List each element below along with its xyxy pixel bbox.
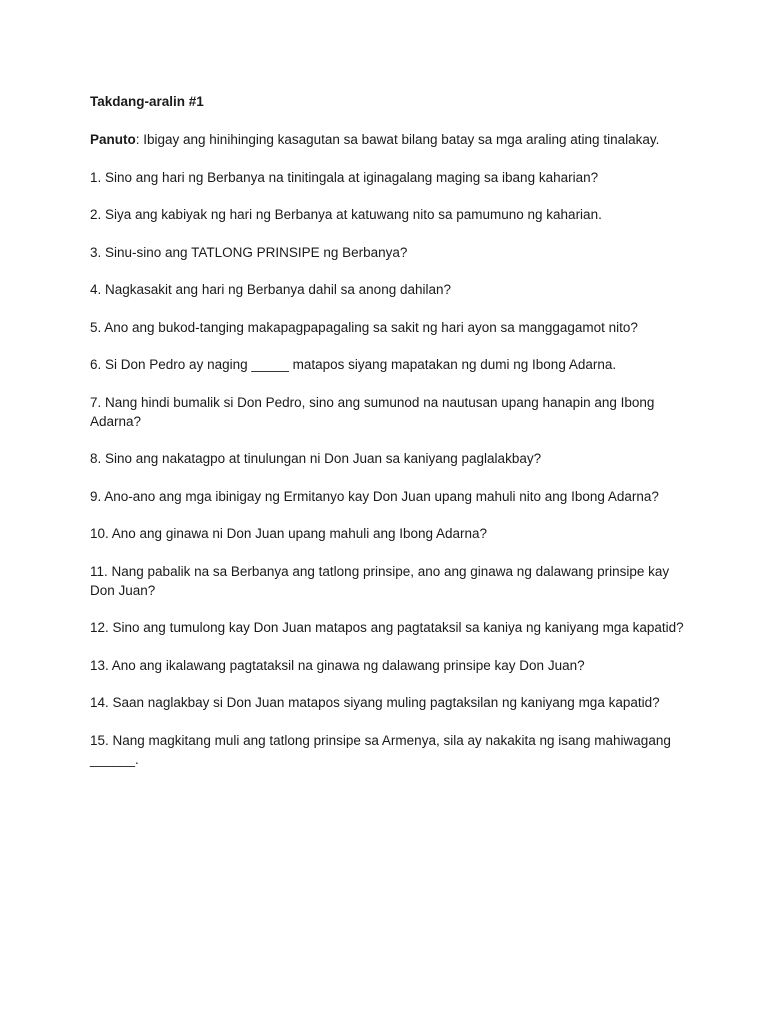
question-item: 2. Siya ang kabiyak ng hari ng Berbanya at katuwang nito sa pamumuno ng kaharian. <box>90 207 602 222</box>
question-item: 6. Si Don Pedro ay naging _____ matapos siyang mapatakan ng dumi ng Ibong Adarna. <box>90 357 617 372</box>
instructions <box>90 130 690 149</box>
question-item: 10. Ano ang ginawa ni Don Juan upang mahuli ang Ibong Adarna? <box>90 526 488 541</box>
document-title: Takdang-aralin #1 <box>90 94 204 109</box>
question-item: 13. Ano ang ikalawang pagtataksil na ginawa ng dalawang prinsipe kay Don Juan? <box>90 657 585 673</box>
question-item: 7. Nang hindi bumalik si Don Pedro, sino ang sumunod na nautusan upang hanapin ang Ibong Adarna? <box>90 394 655 429</box>
question-item: 14. Saan naglakbay si Don Juan matapos siyang muling pagtaksilan ng kaniyang mga kapatid? <box>90 695 660 710</box>
question-item: 15. Nang magkitang muli ang tatlong prinsipe sa Armenya, sila ay nakakita ng isang mahiwagang ______. <box>90 732 671 767</box>
question-item: 8. Sino ang nakatagpo at tinulungan ni Don Juan sa kaniyang paglalakbay? <box>90 451 542 466</box>
question-item: 11. Nang pabalik na sa Berbanya ang tatlong prinsipe, ano ang ginawa ng dalawang prinsipe kay Don Juan? <box>90 563 670 598</box>
question-item: 4. Nagkasakit ang hari ng Berbanya dahil sa anong dahilan? <box>90 282 452 297</box>
question-list <box>90 168 690 769</box>
question-item: 3. Sinu-sino ang TATLONG PRINSIPE ng Berbanya? <box>90 244 408 260</box>
instructions-label: Panuto <box>90 132 136 147</box>
question-item: 1. Sino ang hari ng Berbanya na tinitingala at iginagalang maging sa ibang kaharian? <box>90 169 599 185</box>
document-body <box>90 93 690 787</box>
instructions-text: : Ibigay ang hinihinging kasagutan sa bawat bilang batay sa mga araling ating tinalakay. <box>135 132 660 147</box>
question-item: 5. Ano ang bukod-tanging makapagpapagaling sa sakit ng hari ayon sa manggagamot nito? <box>90 319 638 335</box>
question-item: 9. Ano-ano ang mga ibinigay ng Ermitanyo kay Don Juan upang mahuli nito ang Ibong Adarna? <box>90 488 659 504</box>
question-item: 12. Sino ang tumulong kay Don Juan matapos ang pagtataksil sa kaniya ng kaniyang mga kapatid? <box>90 620 684 635</box>
